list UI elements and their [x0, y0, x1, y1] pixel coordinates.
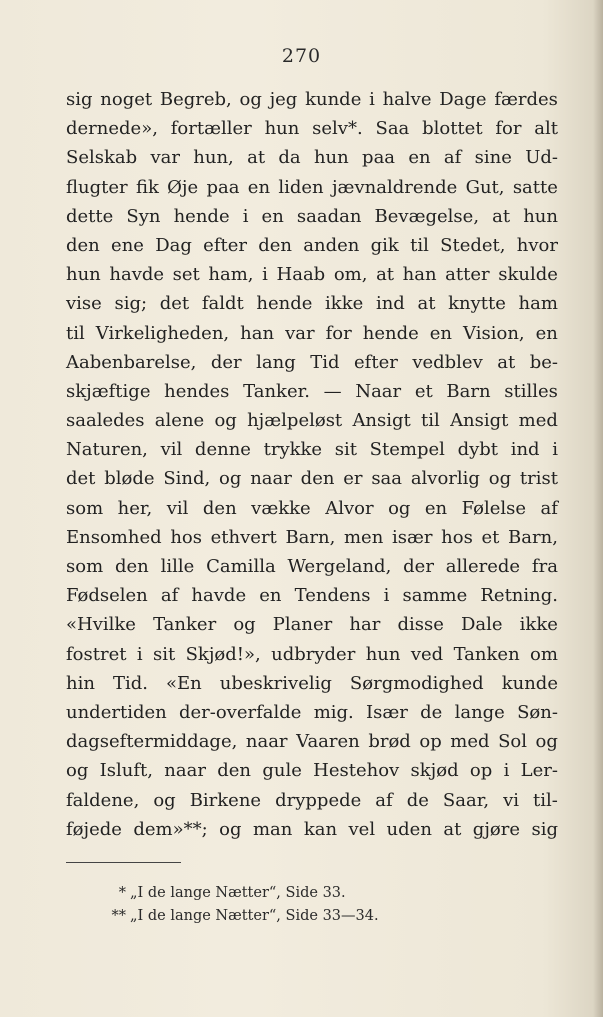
text-line: hin Tid. «En ubeskrivelig Sørgmodighed kunde — [66, 672, 558, 694]
text-line: dette Syn hende i en saadan Bevægelse, at hun — [66, 205, 558, 227]
footnote-divider — [66, 862, 181, 863]
text-line: sig noget Begreb, og jeg kunde i halve Dage færdes — [66, 89, 558, 110]
page-number: 270 — [281, 45, 322, 67]
text-line: undertiden der-overfalde mig. Især de lange Søn- — [66, 701, 558, 723]
text-line: faldene, og Birkene dryppede af de Saar, vi til- — [66, 789, 558, 811]
text-line: som den lille Camilla Wergeland, der allerede fra — [66, 556, 558, 577]
text-line: dagseftermiddage, naar Vaaren brød op med Sol og — [66, 731, 558, 753]
text-line: føjede dem»**; og man kan vel uden at gjøre sig — [66, 818, 558, 840]
footnote-text: „I de lange Nætter“, Side 33—34. — [130, 908, 379, 924]
footnote-mark: * — [118, 885, 126, 901]
text-line: skjæftige hendes Tanker. — Naar et Barn stilles — [66, 380, 558, 402]
footnote — [100, 882, 379, 905]
footnotes — [100, 882, 379, 928]
text-line: fostret i sit Skjød!», udbryder hun ved Tanken om — [66, 643, 558, 665]
text-line: dernede», fortæller hun selv*. Saa blottet for alt — [66, 118, 558, 140]
text-line: saaledes alene og hjælpeløst Ansigt til Ansigt med — [66, 410, 558, 432]
page-edge-shadow — [593, 0, 603, 1017]
text-line: Ensomhed hos ethvert Barn, men især hos et Barn, — [66, 526, 558, 548]
text-line: «Hvilke Tanker og Planer har disse Dale ikke — [66, 614, 558, 636]
text-line: Naturen, vil denne trykke sit Stempel dybt ind i — [66, 439, 558, 461]
footnote — [100, 905, 379, 928]
text-line: flugter fik Øje paa en liden jævnaldrende Gut, satte — [66, 176, 558, 198]
text-line: og Isluft, naar den gule Hestehov skjød op i Ler- — [66, 760, 558, 782]
text-line: den ene Dag efter den anden gik til Stedet, hvor — [66, 234, 558, 256]
text-line: Selskab var hun, at da hun paa en af sine Ud- — [66, 147, 558, 169]
text-line: Aabenbarelse, der lang Tid efter vedblev at be- — [66, 351, 558, 373]
text-line: det bløde Sind, og naar den er saa alvorlig og trist — [66, 468, 558, 490]
text-line: til Virkeligheden, han var for hende en Vision, en — [66, 322, 558, 344]
text-line: Fødselen af havde en Tendens i samme Retning. — [66, 585, 558, 607]
text-line: vise sig; det faldt hende ikke ind at knytte ham — [66, 293, 558, 315]
body-text — [66, 85, 558, 844]
footnote-mark: ** — [111, 908, 126, 924]
text-line: som her, vil den vække Alvor og en Følelse af — [66, 497, 558, 519]
footnote-text: „I de lange Nætter“, Side 33. — [130, 885, 346, 901]
text-line: hun havde set ham, i Haab om, at han atter skulde — [66, 264, 558, 286]
